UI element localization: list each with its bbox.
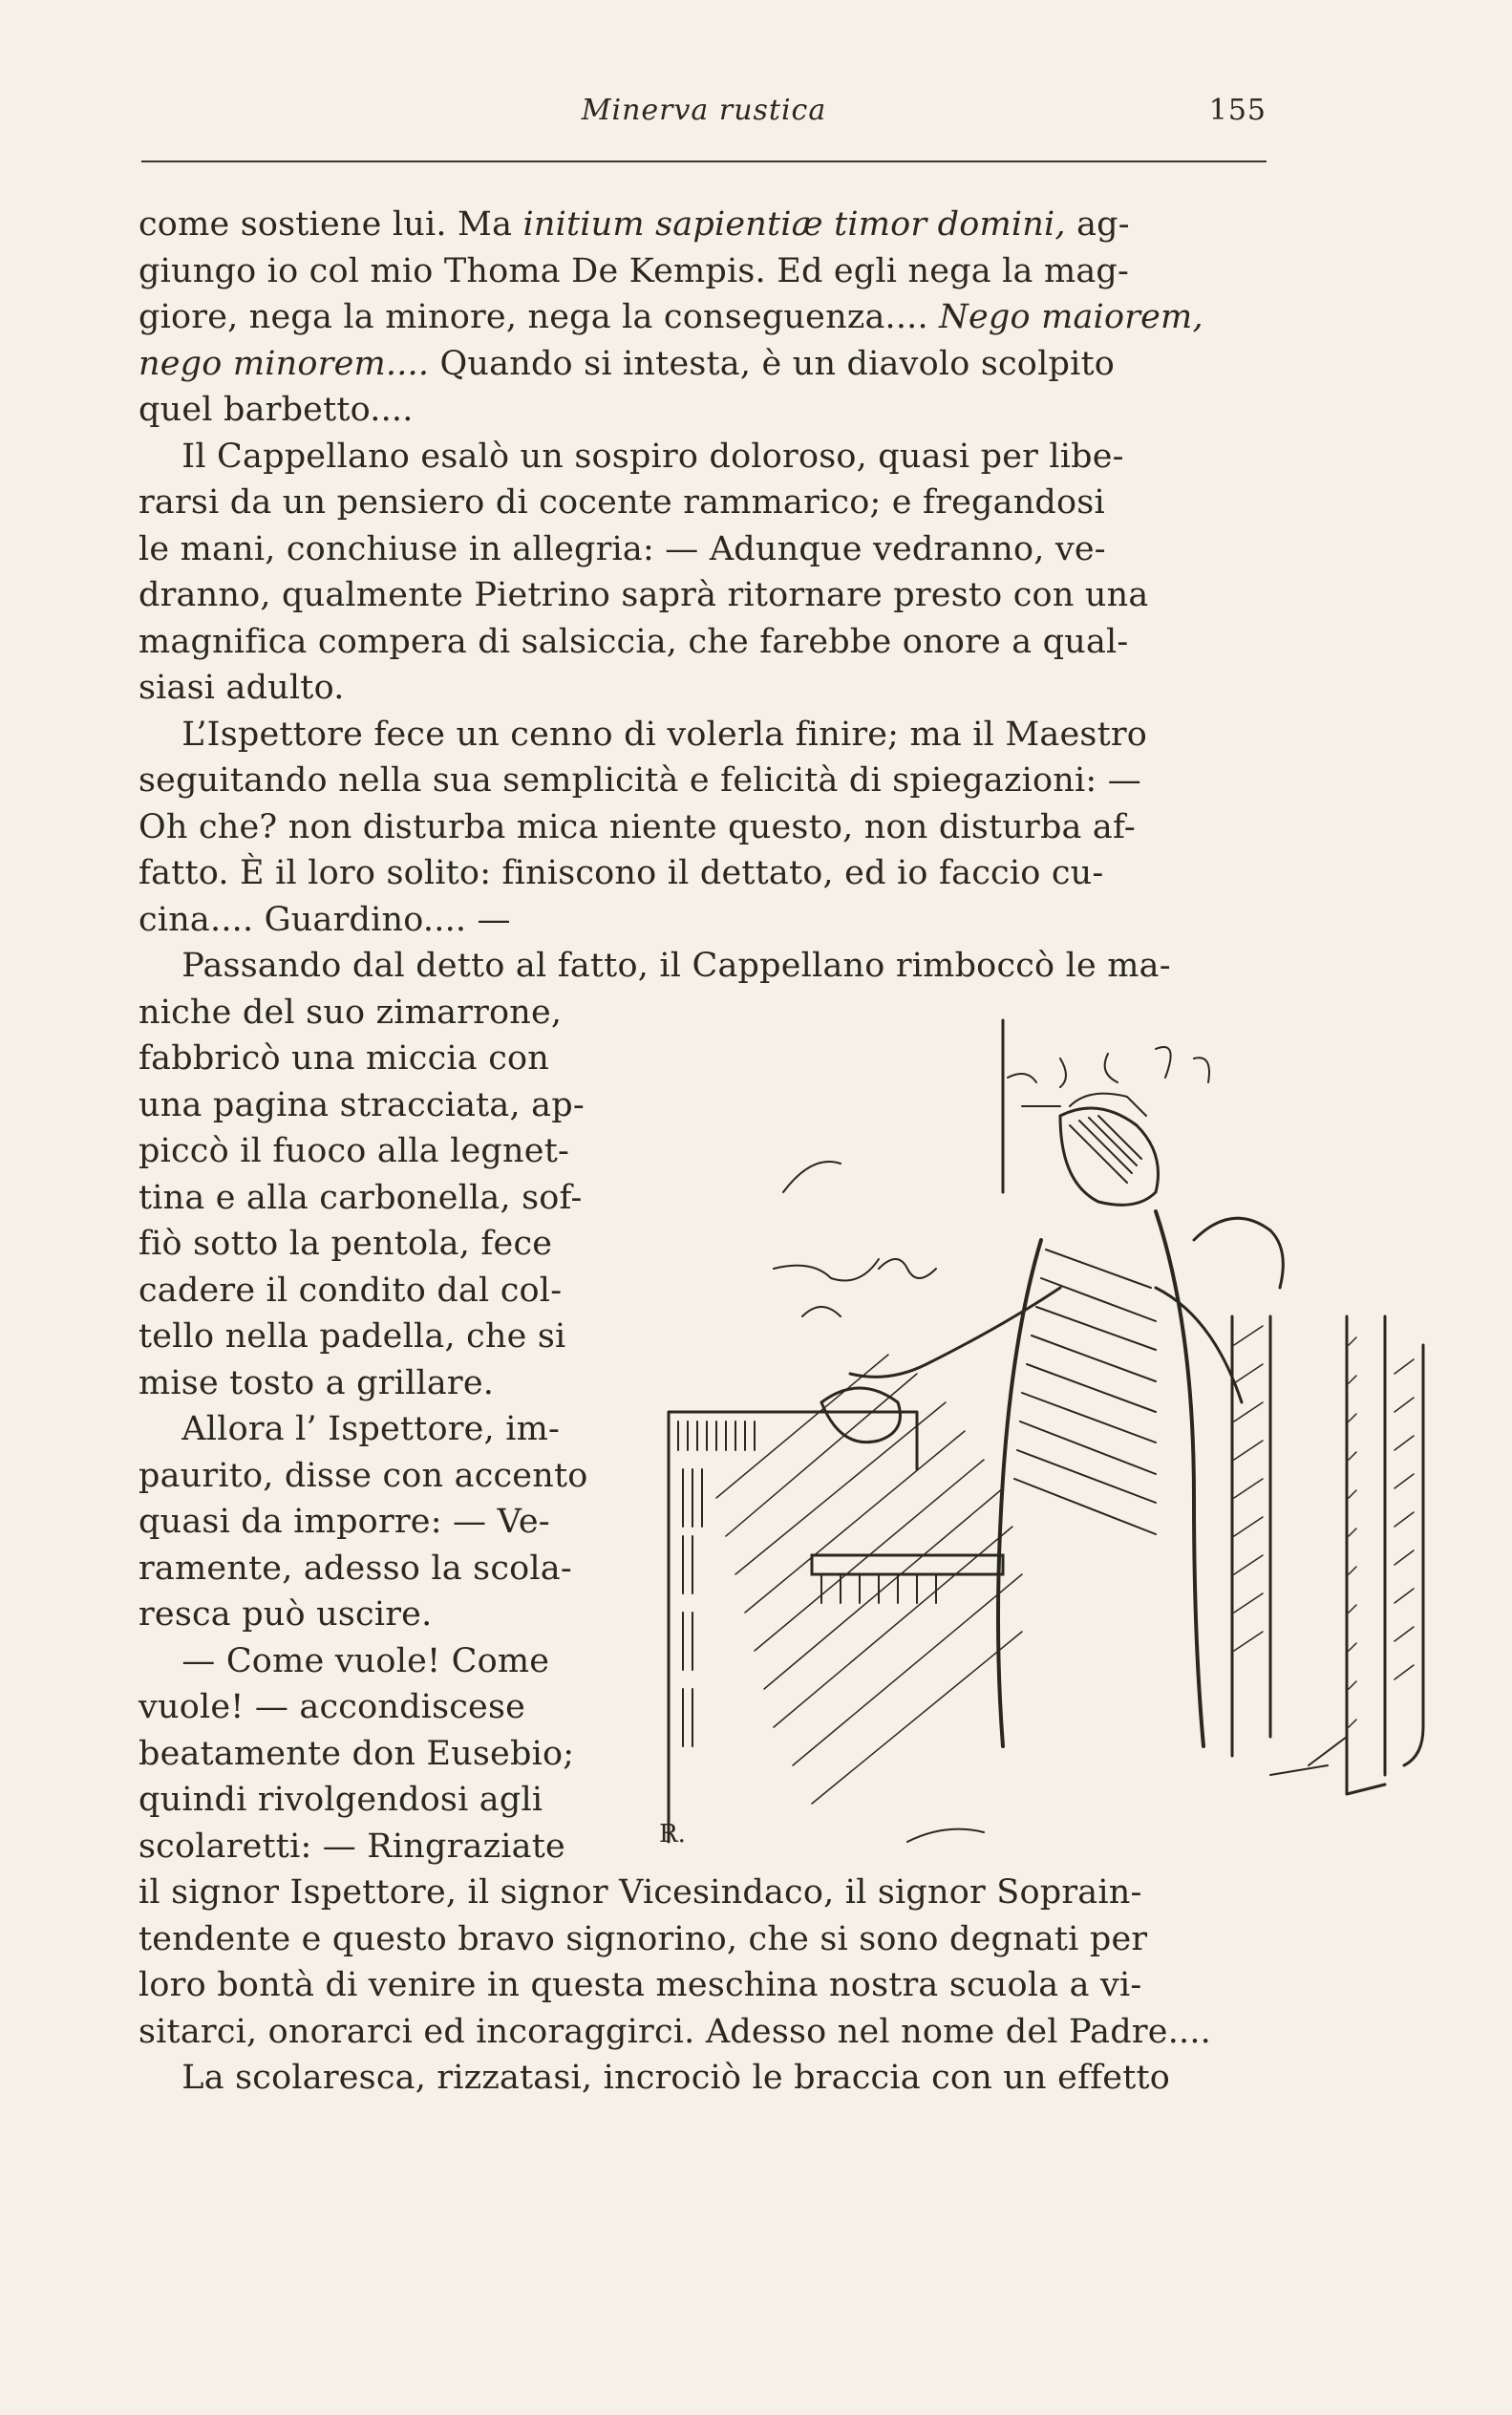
text-line (138, 1222, 552, 1266)
line-text: resca può uscire. (138, 1595, 433, 1634)
line-text: tina e alla carbonella, sof- (138, 1179, 583, 1217)
line-text: — Come vuole! Come (138, 1642, 550, 1680)
line-text: giungo io col mio Thoma De Kempis. Ed egli nega la mag- (138, 252, 1130, 290)
text-line (138, 295, 1203, 339)
header-rule (141, 160, 1267, 162)
line-text: Il Cappellano esalò un sospiro doloroso, quasi per libe- (138, 438, 1124, 476)
illustration (659, 1001, 1452, 1861)
line-text: L’Ispettore fece un cenno di volerla finire; ma il Maestro (138, 716, 1148, 754)
text-line (138, 1129, 569, 1173)
line-text: paurito, disse con accento (138, 1457, 588, 1495)
text-line (138, 944, 1171, 988)
illustration-icon (659, 1001, 1452, 1861)
text-line (138, 2056, 1170, 2100)
line-text: dranno, qualmente Pietrino saprà ritornare presto con una (138, 576, 1149, 614)
line-text: cadere il condito dal col- (138, 1272, 563, 1310)
line-text: piccò il fuoco alla legnet- (138, 1132, 569, 1170)
line-text: quel barbetto.... (138, 391, 414, 429)
line-text: fatto. È il loro solito: finiscono il dettato, ed io faccio cu- (138, 854, 1104, 892)
line-text: giore, nega la minore, nega la conseguenza.... (138, 298, 940, 336)
text-line (138, 1685, 525, 1729)
text-line (138, 1269, 562, 1313)
text-line (138, 388, 414, 432)
text-line (138, 713, 1147, 757)
text-line (138, 1500, 550, 1544)
text-line (138, 1547, 572, 1591)
text-line (138, 1037, 549, 1080)
text-line (138, 1454, 588, 1498)
text-line (138, 805, 1136, 849)
page-number: 155 (1208, 94, 1267, 127)
line-italic-text: Nego maiorem, (939, 298, 1203, 336)
line-text: sitarci, onorarci ed incoraggirci. Adesso nel nome del Padre.... (138, 2013, 1211, 2051)
line-text: ramente, adesso la scola- (138, 1549, 572, 1588)
line-text: siasi adulto. (138, 669, 345, 707)
line-text: come sostiene lui. Ma (138, 205, 523, 244)
text-line (138, 1963, 1141, 2007)
text-line (138, 2010, 1211, 2054)
text-line (138, 898, 511, 942)
text-line (138, 573, 1148, 617)
line-text: beatamente don Eusebio; (138, 1735, 575, 1773)
line-text: quasi da imporre: — Ve- (138, 1503, 550, 1541)
line-text: seguitando nella sua semplicità e felicità di spiegazioni: — (138, 761, 1141, 800)
text-line (138, 1361, 494, 1405)
line-text: Quando si intesta, è un diavolo scolpito (429, 345, 1116, 383)
line-text: La scolaresca, rizzatasi, incrociò le braccia con un effetto (138, 2059, 1171, 2097)
running-title: Minerva rustica (581, 94, 827, 127)
line-text: loro bontà di venire in questa meschina nostra scuola a vi- (138, 1966, 1142, 2004)
line-text: magnifica compera di salsiccia, che farebbe onore a qual- (138, 623, 1129, 661)
line-text: scolaretti: — Ringraziate (138, 1827, 565, 1866)
text-line (138, 1083, 585, 1127)
text-line (138, 1870, 1142, 1914)
line-text: ag- (1065, 205, 1130, 244)
illustration-signature: R. (659, 1820, 686, 1849)
line-italic-text: nego minorem.... (138, 345, 430, 383)
text-line (138, 249, 1129, 293)
line-italic-text: initium sapientiæ timor domini, (522, 205, 1066, 244)
line-text: una pagina stracciata, ap- (138, 1086, 585, 1124)
text-line (138, 1176, 582, 1220)
text-line (138, 1407, 560, 1451)
running-head (141, 94, 1267, 138)
text-line (138, 759, 1141, 802)
text-line (138, 342, 1115, 386)
text-line (138, 1917, 1147, 1961)
text-line (138, 666, 345, 710)
line-text: tendente e questo bravo signorino, che si sono degnati per (138, 1920, 1148, 1958)
line-text: mise tosto a grillare. (138, 1364, 495, 1402)
text-line (138, 203, 1130, 246)
line-text: fiò sotto la pentola, fece (138, 1225, 553, 1263)
line-text: il signor Ispettore, il signor Vicesindaco, il signor Soprain- (138, 1873, 1142, 1912)
text-line (138, 1592, 432, 1636)
text-line (138, 620, 1128, 664)
text-line (138, 1825, 565, 1869)
line-text: fabbricò una miccia con (138, 1039, 550, 1078)
line-text: Passando dal detto al fatto, il Cappellano rimboccò le ma- (138, 947, 1171, 985)
text-line (138, 1314, 565, 1358)
line-text: rarsi da un pensiero di cocente rammarico; e fregandosi (138, 483, 1105, 522)
text-line (138, 1639, 549, 1683)
line-text: quindi rivolgendosi agli (138, 1781, 543, 1819)
line-text: Allora l’ Ispettore, im- (138, 1410, 561, 1448)
text-line (138, 527, 1106, 571)
line-text: vuole! — accondiscese (138, 1688, 526, 1726)
line-text: tello nella padella, che si (138, 1317, 566, 1356)
line-text: le mani, conchiuse in allegria: — Adunque vedranno, ve- (138, 530, 1106, 568)
line-text: cina.... Guardino.... — (138, 901, 511, 939)
line-text: niche del suo zimarrone, (138, 994, 563, 1032)
text-line (138, 1732, 574, 1776)
text-line (138, 481, 1105, 524)
text-line (138, 991, 562, 1035)
line-text: Oh che? non disturba mica niente questo, non disturba af- (138, 808, 1136, 846)
text-line (138, 435, 1124, 479)
text-line (138, 851, 1103, 895)
text-line (138, 1778, 543, 1822)
